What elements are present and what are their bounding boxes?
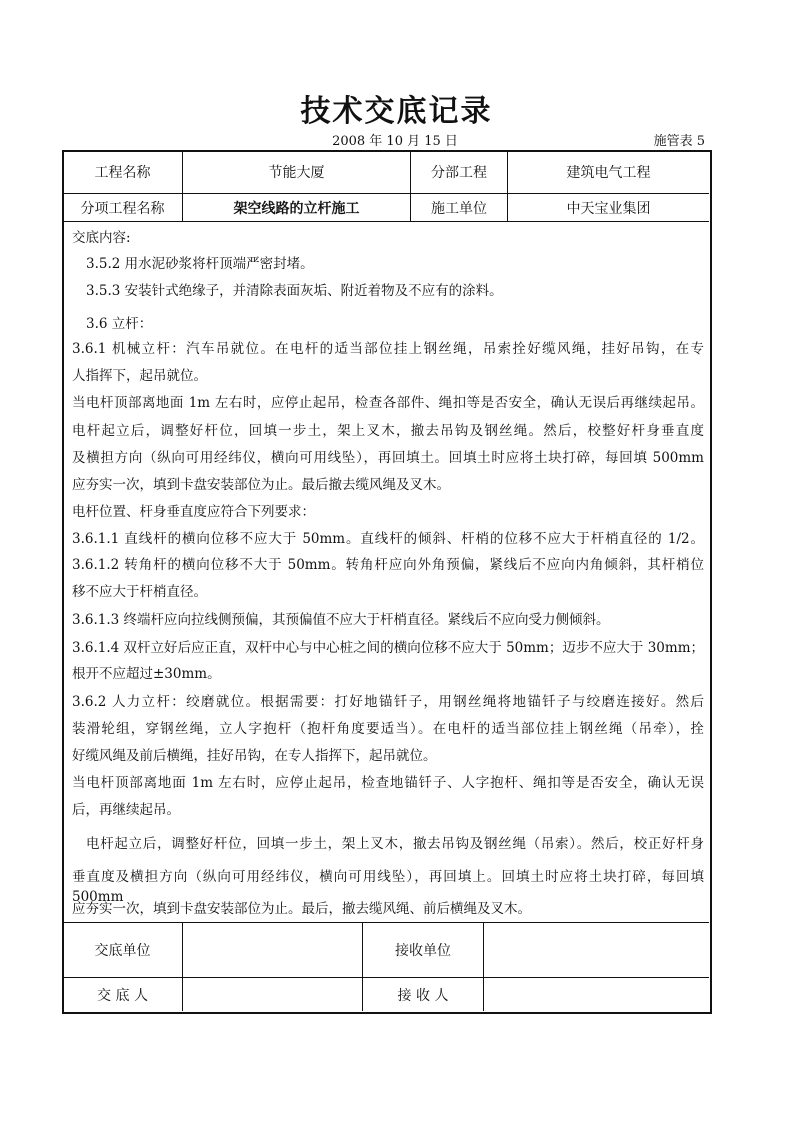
project-name: 节能大厦 bbox=[268, 165, 325, 181]
division: 建筑电气工程 bbox=[566, 165, 651, 181]
contractor-label: 施工单位 bbox=[431, 200, 487, 217]
content-line: 及横担方向（纵向可用经纬仪，横向可用线坠），再回填土。回填土时应将土块打碎，每回填 500mm bbox=[72, 450, 704, 466]
content-line: 3.6.1.1 直线杆的横向位移不应大于 50mm。直线杆的倾斜、杆梢的位移不应大于杆梢直径的 1/2。 bbox=[72, 531, 704, 547]
content-line: 应夯实一次，填到卡盘安装部位为止。最后撤去缆风绳及叉木。 bbox=[72, 477, 450, 493]
content-line: 人指挥下，起吊就位。 bbox=[72, 368, 207, 384]
content-line: 3.5.2 用水泥砂浆将杆顶端严密封堵。 bbox=[86, 256, 314, 272]
subitem: 架空线路的立杆施工 bbox=[233, 200, 360, 217]
receiving-person-field[interactable] bbox=[484, 978, 709, 1011]
content-line: 3.6 立杆： bbox=[86, 316, 153, 332]
handover-person-field[interactable] bbox=[183, 978, 362, 1011]
content-line: 根开不应超过±30mm。 bbox=[72, 666, 221, 682]
content-line: 好缆风绳及前后横绳，挂好吊钩，在专人指挥下，起吊就位。 bbox=[72, 748, 437, 764]
receiving-person-label: 接 收 人 bbox=[397, 987, 449, 1004]
content-line: 3.6.1.3 终端杆应向拉线侧预偏，其预偏值不应大于杆梢直径。紧线后不应向受力侧倾斜。 bbox=[72, 612, 610, 628]
content-line: 垂直度及横担方向（纵向可用经纬仪，横向可用线坠），再回填上。回填土时应将土块打碎，每回填 500mm bbox=[72, 869, 704, 905]
date: 2008 年 10 月 15 日 bbox=[332, 134, 458, 149]
content-line: 当电杆顶部离地面 1m 左右时，应停止起吊，检查地锚钎子、人字抱杆、绳扣等是否安全，确认无误 bbox=[72, 775, 704, 791]
handover-person-label: 交 底 人 bbox=[97, 987, 148, 1004]
content-line: 电杆位置、杆身垂直度应符合下列要求： bbox=[72, 504, 315, 520]
content-line: 应夯实一次，填到卡盘安装部位为止。最后，撤去缆风绳、前后横绳及叉木。 bbox=[72, 901, 531, 917]
subitem-label: 分项工程名称 bbox=[80, 200, 165, 217]
content-line: 后，再继续起吊。 bbox=[72, 802, 180, 818]
content-line: 电杆起立后，调整好杆位，回填一步土，架上叉木，撤去吊钩及钢丝绳（吊索）。然后，校正好杆身 bbox=[86, 836, 704, 852]
content-line: 3.5.3 安装针式绝缘子，并清除表面灰垢、附近着物及不应有的涂料。 bbox=[86, 283, 503, 299]
handover-unit-label: 交底单位 bbox=[94, 943, 151, 959]
content-line: 3.6.1.2 转角杆的横向位移不大于 50mm。转角杆应向外角预偏，紧线后不应向内角倾斜，其杆梢位 bbox=[72, 557, 704, 573]
handover-unit-field[interactable] bbox=[183, 923, 362, 977]
contractor: 中天宝业集团 bbox=[566, 200, 651, 217]
content-line: 3.6.1.4 双杆立好后应正直，双杆中心与中心桩之间的横向位移不应大于 50mm；迈步不应大于 30mm； bbox=[72, 640, 704, 656]
divider bbox=[63, 221, 709, 222]
form-number: 施管表 5 bbox=[653, 134, 705, 149]
content-label: 交底内容: bbox=[72, 230, 131, 246]
content-line: 3.6.1 机械立杆：汽车吊就位。在电杆的适当部位挂上钢丝绳，吊索拴好缆风绳，挂好吊钩，在专 bbox=[72, 341, 704, 357]
division-label: 分部工程 bbox=[431, 165, 487, 181]
receiving-unit-field[interactable] bbox=[484, 923, 709, 977]
content-line: 当电杆顶部离地面 1m 左右时，应停止起吊，检查各部件、绳扣等是否安全，确认无误后再继续起吊。 bbox=[72, 395, 704, 411]
content-line: 电杆起立后，调整好杆位，回填一步土，架上叉木，撤去吊钩及钢丝绳。然后，校整好杆身垂直度 bbox=[72, 423, 704, 439]
document-title: 技术交底记录 bbox=[300, 94, 493, 129]
project-name-label: 工程名称 bbox=[94, 165, 151, 181]
content-line: 移不应大于杆梢直径。 bbox=[72, 584, 207, 600]
content-line: 装滑轮组，穿钢丝绳，立人字抱杆（抱杆角度要适当）。在电杆的适当部位挂上钢丝绳（吊牵），拴 bbox=[72, 721, 704, 737]
receiving-unit-label: 接收单位 bbox=[395, 943, 451, 959]
content-line: 3.6.2 人力立杆：绞磨就位。根据需要：打好地锚钎子，用钢丝绳将地锚钎子与绞磨连接好。然后 bbox=[72, 694, 704, 710]
